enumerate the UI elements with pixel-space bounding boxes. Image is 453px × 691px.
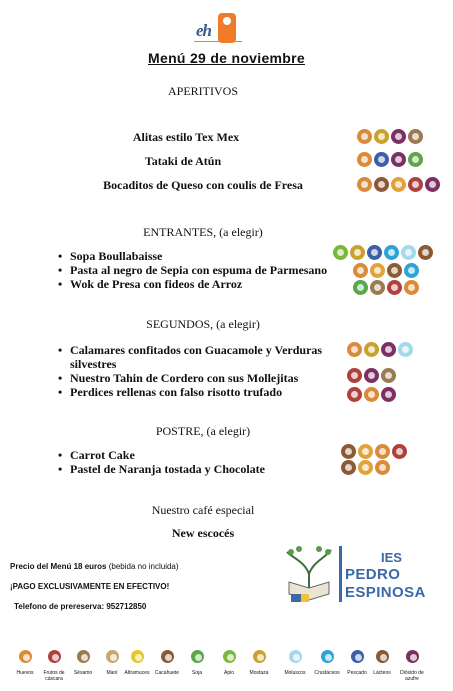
mostaza-allergen-icon — [374, 129, 389, 144]
gluten-allergen-icon — [404, 280, 419, 295]
legend-label: Huevos — [16, 670, 34, 676]
allergen-icons-segundo-3 — [347, 387, 396, 402]
allergen-icons-entrante-3 — [353, 280, 419, 295]
allergen-legend — [0, 650, 453, 691]
huevo-allergen-icon — [358, 444, 373, 459]
ies-pedro-espinosa-logo — [285, 542, 426, 608]
sulfitos-allergen-icon — [425, 177, 440, 192]
sulfitos-allergen-icon — [381, 342, 396, 357]
huevo-allergen-icon — [370, 263, 385, 278]
list-item: • Pasta al negro de Sepia con espuma de Parmesano — [58, 263, 327, 277]
allergen-icons-entrante-1 — [333, 245, 433, 260]
ies-label: IES — [381, 550, 402, 565]
dish-aperitivo-1: Alitas estilo Tex Mex — [132, 130, 240, 144]
section-segundos: SEGUNDOS, (a elegir) — [146, 317, 260, 331]
allergen-icons-postre-2 — [341, 460, 390, 475]
legend-item — [240, 650, 278, 676]
legend-label: Altramuces — [124, 670, 150, 676]
sesamo-allergen-icon — [370, 280, 385, 295]
legend-label: Mostaza — [249, 670, 269, 676]
segundos-list — [58, 343, 323, 399]
sulfitos-allergen-icon — [364, 368, 379, 383]
gluten-allergen-icon — [357, 129, 372, 144]
crustaceos-allergen-icon — [384, 245, 399, 260]
gluten-allergen-icon — [347, 342, 362, 357]
allergen-icons-postre-1 — [341, 444, 407, 459]
section-aperitivos: APERITIVOS — [167, 84, 238, 98]
section-entrantes: ENTRANTES, (a elegir) — [143, 225, 263, 239]
payment-note: ¡PAGO EXCLUSIVAMENTE EN EFECTIVO! — [10, 582, 170, 591]
mostaza-allergen-icon — [364, 342, 379, 357]
legend-label: Lácteos — [373, 670, 391, 676]
mostaza-allergen-icon — [253, 650, 266, 663]
allergen-icons-aperitivo-2 — [357, 152, 423, 167]
allergen-icons-entrante-2 — [353, 263, 419, 278]
menu-title: Menú 29 de noviembre — [148, 50, 305, 66]
huevo-allergen-icon — [391, 177, 406, 192]
list-item: • Nuestro Tahin de Cordero con sus Mollejitas — [58, 371, 323, 385]
legend-label: Frutos de cáscara — [43, 670, 65, 682]
cacahuete-allergen-icon — [106, 650, 119, 663]
frutos-cascara-allergen-icon — [387, 280, 402, 295]
postre-list — [58, 448, 265, 476]
list-item: • Carrot Cake — [58, 448, 265, 462]
sulfitos-allergen-icon — [391, 129, 406, 144]
sulfitos-allergen-icon — [406, 650, 419, 663]
altramuces-allergen-icon — [131, 650, 144, 663]
moluscos-allergen-icon — [398, 342, 413, 357]
frutos-cascara-allergen-icon — [408, 177, 423, 192]
apio-allergen-icon — [223, 650, 236, 663]
sesamo-allergen-icon — [77, 650, 90, 663]
legend-label: Dióxido de azufre — [400, 670, 424, 682]
restaurant-logo: eh — [194, 13, 242, 49]
section-cafe: Nuestro café especial — [151, 503, 255, 517]
sesamo-allergen-icon — [381, 368, 396, 383]
cafe-item: New escocés — [171, 526, 235, 540]
sesamo-allergen-icon — [408, 129, 423, 144]
legend-label: Crustáceos — [314, 670, 340, 676]
gluten-allergen-icon — [364, 387, 379, 402]
pescado-allergen-icon — [374, 152, 389, 167]
moluscos-allergen-icon — [401, 245, 416, 260]
huevo-allergen-icon — [358, 460, 373, 475]
dish-aperitivo-3: Bocaditos de Queso con coulis de Fresa — [103, 178, 303, 192]
frutos-cascara-allergen-icon — [347, 387, 362, 402]
soja-allergen-icon — [408, 152, 423, 167]
crustaceos-allergen-icon — [321, 650, 334, 663]
list-item: • Perdices rellenas con falso risotto trufado — [58, 385, 323, 399]
legend-label: Moluscos — [284, 670, 306, 676]
frutos-cascara-allergen-icon — [48, 650, 61, 663]
leche-allergen-icon — [387, 263, 402, 278]
frutos-cascara-allergen-icon — [392, 444, 407, 459]
legend-item — [393, 650, 431, 682]
legend-label: Soja — [191, 670, 202, 676]
gluten-allergen-icon — [19, 650, 32, 663]
price-note: (bebida no incluida) — [108, 562, 179, 571]
price-text: Precio del Menú 18 euros — [10, 562, 107, 571]
gluten-allergen-icon — [375, 460, 390, 475]
crustaceos-allergen-icon — [404, 263, 419, 278]
sulfitos-allergen-icon — [381, 387, 396, 402]
tree-book-emblem-icon — [285, 544, 333, 604]
leche-allergen-icon — [376, 650, 389, 663]
list-item: • Wok de Presa con fideos de Arroz — [58, 277, 327, 291]
mostaza-allergen-icon — [350, 245, 365, 260]
dish-aperitivo-2: Tataki de Atún — [144, 154, 222, 168]
legend-label: Pescado — [347, 670, 367, 676]
gluten-allergen-icon — [353, 263, 368, 278]
allergen-icons-segundo-1 — [347, 342, 413, 357]
leche-allergen-icon — [161, 650, 174, 663]
soja-allergen-icon — [353, 280, 368, 295]
apio-allergen-icon — [333, 245, 348, 260]
phone-info: Telefono de prereserva: 952712850 — [14, 602, 147, 611]
gluten-allergen-icon — [375, 444, 390, 459]
legend-label: Maní — [106, 670, 118, 676]
list-item: • Sopa Boullabaisse — [58, 249, 327, 263]
pescado-allergen-icon — [351, 650, 364, 663]
list-item: • Pastel de Naranja tostada y Chocolate — [58, 462, 265, 476]
gluten-allergen-icon — [357, 152, 372, 167]
leche-allergen-icon — [374, 177, 389, 192]
allergen-icons-aperitivo-1 — [357, 129, 423, 144]
legend-label: Sésamo — [73, 670, 93, 676]
allergen-icons-segundo-2 — [347, 368, 396, 383]
price-info — [10, 562, 179, 571]
soja-allergen-icon — [191, 650, 204, 663]
allergen-icons-aperitivo-3 — [357, 177, 440, 192]
legend-label: Apio — [223, 670, 234, 676]
ies-name-line-2: ESPINOSA — [345, 584, 426, 601]
sulfitos-allergen-icon — [391, 152, 406, 167]
leche-allergen-icon — [341, 444, 356, 459]
list-item: • Calamares confitados con Guacamole y Verduras silvestres — [58, 343, 323, 371]
section-postre: POSTRE, (a elegir) — [155, 424, 251, 438]
frutos-cascara-allergen-icon — [347, 368, 362, 383]
legend-label: Cacahuete — [154, 670, 180, 676]
pescado-allergen-icon — [367, 245, 382, 260]
leche-allergen-icon — [341, 460, 356, 475]
ies-name-line-1: PEDRO — [345, 566, 401, 583]
entrantes-list — [58, 249, 327, 291]
moluscos-allergen-icon — [289, 650, 302, 663]
leche-allergen-icon — [418, 245, 433, 260]
gluten-allergen-icon — [357, 177, 372, 192]
